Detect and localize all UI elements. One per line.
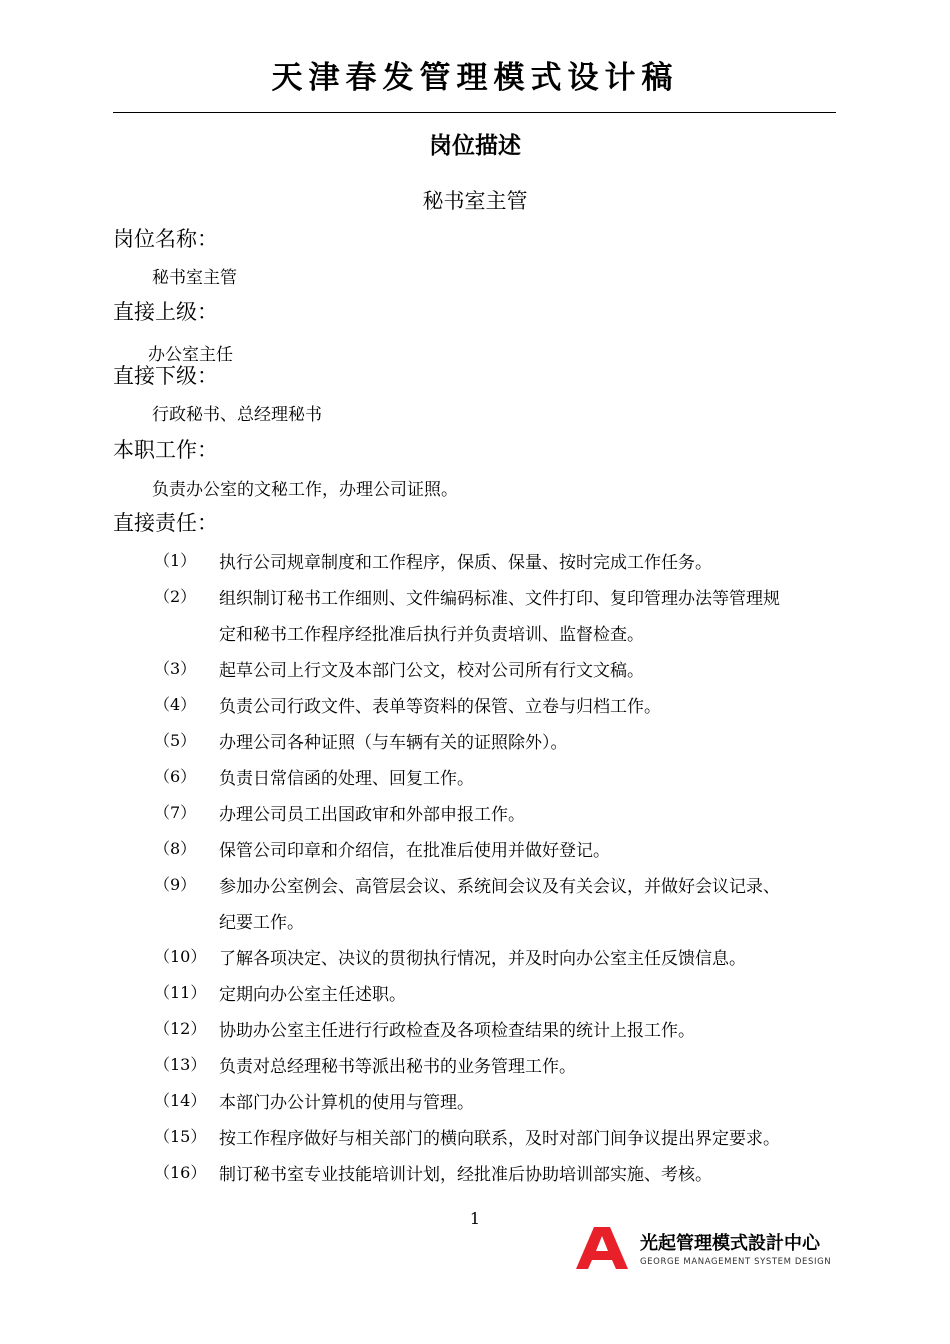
logo-name: 光起管理模式設計中心 [640,1233,820,1254]
company-logo [576,1227,846,1271]
responsibilities-label: 直接责任： [113,511,218,535]
page-number: 1 [469,1209,481,1228]
responsibility-text: 按工作程序做好与相关部门的横向联系，及时对部门间争议提出界定要求。 [219,1129,780,1149]
responsibility-text: 定和秘书工作程序经批准后执行并负责培训、监督检查。 [219,625,644,645]
header-divider [113,112,836,113]
responsibility-number: （10） [154,947,207,966]
responsibility-number: （15） [154,1127,207,1146]
responsibility-text: 了解各项决定、决议的贯彻执行情况，并及时向办公室主任反馈信息。 [219,949,746,969]
responsibility-number: （13） [154,1055,207,1074]
responsibility-number: （6） [154,767,197,786]
responsibility-text: 执行公司规章制度和工作程序，保质、保量、按时完成工作任务。 [219,553,712,573]
logo-tagline: GEORGE MANAGEMENT SYSTEM DESIGN [640,1257,832,1267]
responsibility-text: 保管公司印章和介绍信，在批准后使用并做好登记。 [219,841,610,861]
responsibility-number: （12） [154,1019,207,1038]
responsibility-number: （5） [154,731,197,750]
position-name-value: 秘书室主管 [152,268,237,288]
responsibility-text: 制订秘书室专业技能培训计划，经批准后协助培训部实施、考核。 [219,1165,712,1185]
document-subtitle: 秘书室主管 [422,189,528,213]
logo-a-mark-icon [576,1227,632,1269]
responsibility-text: 本部门办公计算机的使用与管理。 [219,1093,474,1113]
responsibility-text: 负责日常信函的处理、回复工作。 [219,769,474,789]
responsibility-text: 参加办公室例会、高管层会议、系统间会议及有关会议，并做好会议记录、 [219,877,780,897]
responsibility-text: 负责公司行政文件、表单等资料的保管、立卷与归档工作。 [219,697,661,717]
document-title: 岗位描述 [429,133,521,159]
responsibility-text: 协助办公室主任进行行政检查及各项检查结果的统计上报工作。 [219,1021,695,1041]
responsibility-text: 办理公司员工出国政审和外部申报工作。 [219,805,525,825]
responsibility-number: （4） [154,695,197,714]
responsibility-text: 负责对总经理秘书等派出秘书的业务管理工作。 [219,1057,576,1077]
responsibility-number: （11） [154,983,207,1002]
direct-subordinates-label: 直接下级： [113,364,218,388]
responsibility-text: 办理公司各种证照（与车辆有关的证照除外）。 [219,733,568,753]
responsibility-text: 定期向办公室主任述职。 [219,985,406,1005]
responsibility-number: （1） [154,551,197,570]
direct-subordinates-value: 行政秘书、总经理秘书 [152,405,322,425]
direct-superior-label: 直接上级： [113,300,218,324]
responsibility-number: （3） [154,659,197,678]
responsibility-text: 组织制订秘书工作细则、文件编码标准、文件打印、复印管理办法等管理规 [219,589,780,609]
position-name-label: 岗位名称： [113,227,218,251]
responsibility-number: （14） [154,1091,207,1110]
responsibility-number: （9） [154,875,197,894]
responsibility-text: 纪要工作。 [219,913,304,933]
duty-value: 负责办公室的文秘工作，办理公司证照。 [152,480,458,500]
direct-superior-value: 办公室主任 [148,345,233,365]
duty-label: 本职工作： [113,438,218,462]
responsibility-text: 起草公司上行文及本部门公文，校对公司所有行文文稿。 [219,661,644,681]
responsibility-number: （7） [154,803,197,822]
responsibility-number: （2） [154,587,197,606]
header-title: 天津春发管理模式设计稿 [271,60,679,96]
responsibility-number: （8） [154,839,197,858]
responsibility-number: （16） [154,1163,207,1182]
